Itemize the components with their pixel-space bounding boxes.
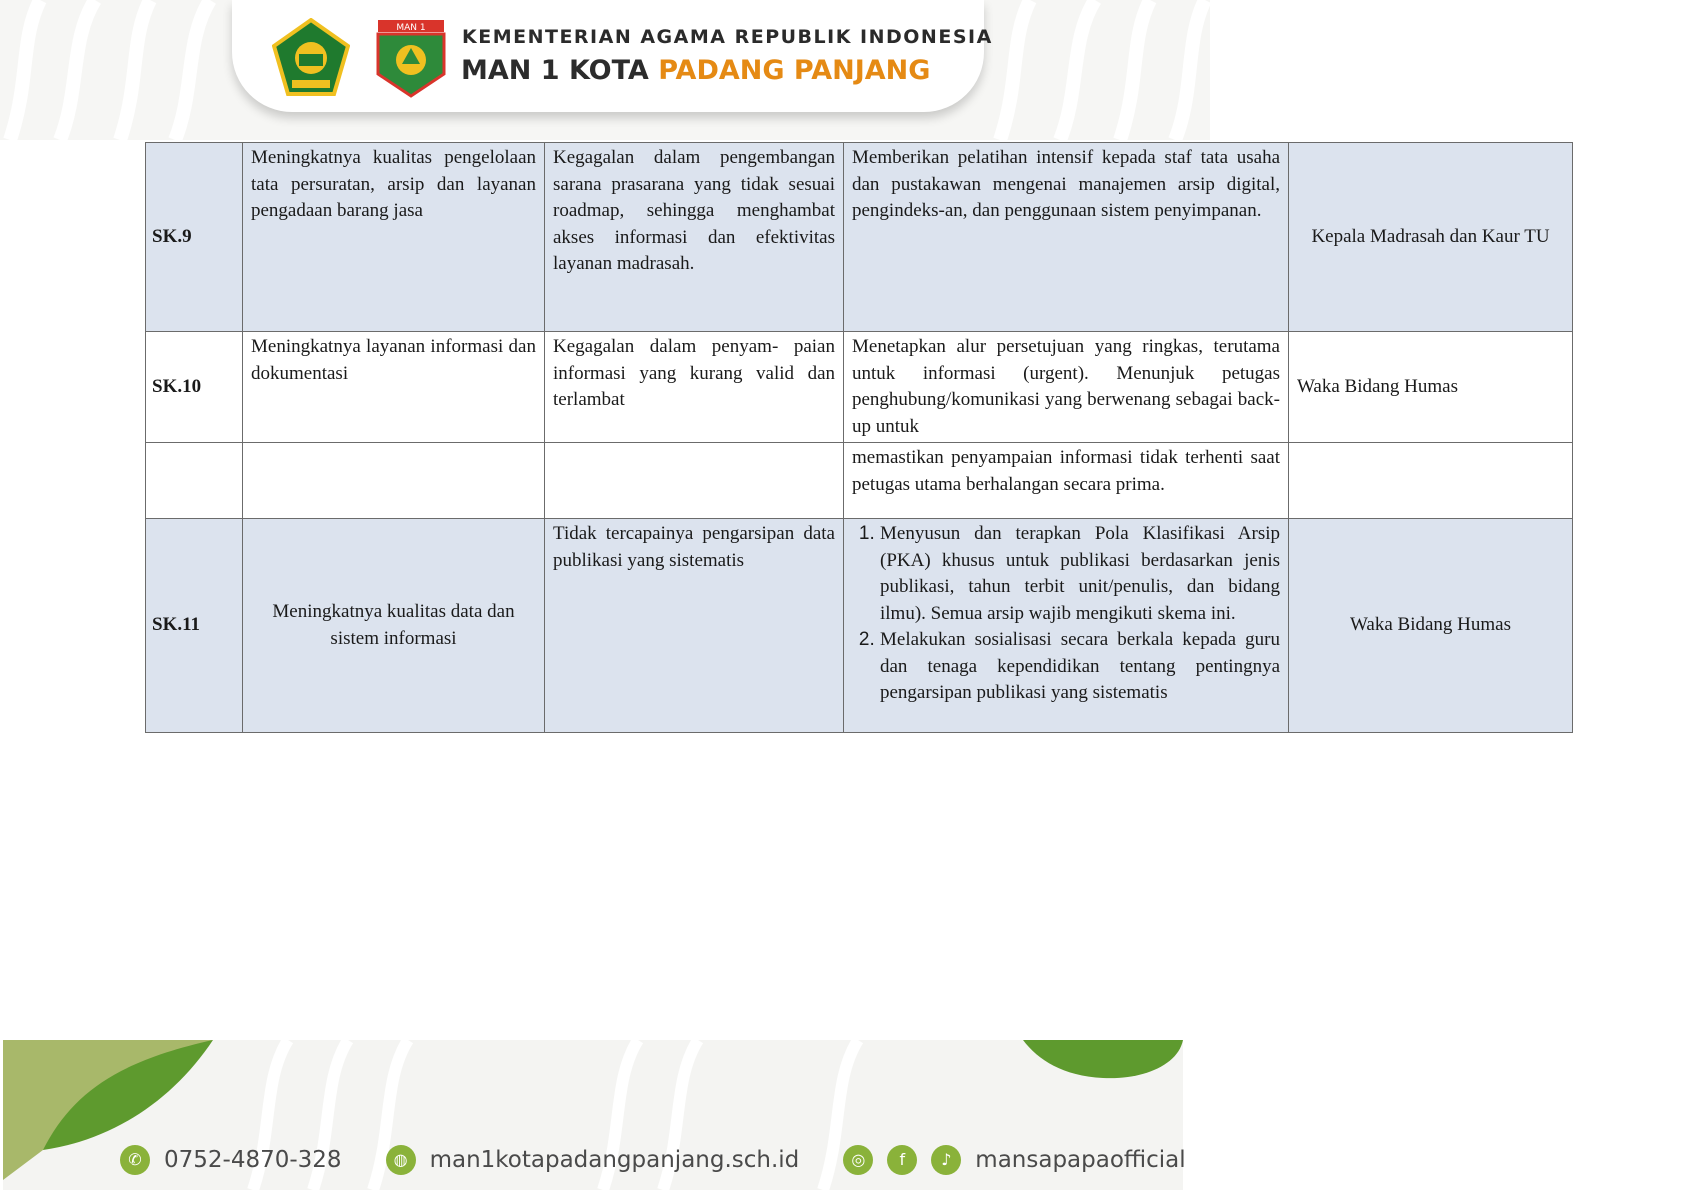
phone-icon: ✆: [120, 1145, 150, 1175]
row-code: [146, 443, 243, 519]
row-goal: Meningkatnya layanan informasi dan dokumentasi: [243, 332, 545, 443]
footer-phone[interactable]: 0752-4870-328: [164, 1147, 342, 1173]
globe-icon: ◍: [386, 1145, 416, 1175]
ministry-emblem-icon: [272, 18, 350, 98]
tiktok-icon[interactable]: ♪: [931, 1145, 961, 1175]
letterhead: [232, 0, 993, 112]
mitigation-step: 1. Menyusun dan terapkan Pola Klasifikasi Arsip (PKA) khusus untuk publikasi berdasarkan jenis publikasi, tahun terbit unit/penulis, dan bidang ilmu). Semua arsip wajib mengikuti skema ini.: [880, 521, 1280, 627]
row-mitigation: Menetapkan alur persetujuan yang ringkas, terutama untuk informasi (urgent). Menunjuk petugas penghubung/komunikasi yang berwenang sebagai back-up untuk: [844, 332, 1289, 443]
table-row: [146, 443, 1573, 519]
mitigation-step: 2. Melakukan sosialisasi secara berkala kepada guru dan tenaga kependidikan tentang pentingnya pengarsipan publikasi yang sistematis: [880, 627, 1280, 707]
mitigation-steps: [844, 521, 1280, 707]
table-row: [146, 519, 1573, 733]
row-mitigation: Memberikan pelatihan intensif kepada staf tata usaha dan pustakawan mengenai manajemen arsip digital, pengindeks-an, dan penggunaan sistem penyimpanan.: [844, 143, 1289, 332]
row-mitigation: [844, 519, 1289, 733]
row-goal: Meningkatnya kualitas pengelolaan tata persuratan, arsip dan layanan pengadaan barang jasa: [243, 143, 545, 332]
leaf-right-icon: [1023, 1040, 1183, 1078]
row-goal: [243, 443, 545, 519]
row-code: SK.9: [146, 143, 243, 332]
facebook-icon[interactable]: f: [887, 1145, 917, 1175]
school-emblem-label: MAN 1: [396, 23, 426, 33]
row-owner: [1289, 443, 1573, 519]
row-owner: Waka Bidang Humas: [1289, 332, 1573, 443]
row-risk: Kegagalan dalam penyam- paian informasi yang kurang valid dan terlambat: [545, 332, 844, 443]
footer-website[interactable]: man1kotapadangpanjang.sch.id: [429, 1147, 800, 1173]
footer-contacts: [120, 1140, 1186, 1180]
risk-table: [145, 142, 1573, 733]
row-owner: Waka Bidang Humas: [1289, 519, 1573, 733]
footer-social[interactable]: mansapapaofficial: [975, 1147, 1186, 1173]
table-row: [146, 332, 1573, 443]
row-mitigation: memastikan penyampaian informasi tidak terhenti saat petugas utama berhalangan secara prima.: [844, 443, 1289, 519]
ministry-name: KEMENTERIAN AGAMA REPUBLIK INDONESIA: [462, 26, 993, 48]
row-owner: Kepala Madrasah dan Kaur TU: [1289, 143, 1573, 332]
row-risk: [545, 443, 844, 519]
row-code: SK.10: [146, 332, 243, 443]
school-name-main: MAN 1 KOTA: [461, 55, 659, 86]
table-row: [146, 143, 1573, 332]
row-risk: Kegagalan dalam pengembangan sarana prasarana yang tidak sesuai roadmap, sehingga menghambat akses informasi dan efektivitas layanan madrasah.: [545, 143, 844, 332]
row-goal: Meningkatnya kualitas data dan sistem informasi: [243, 519, 545, 733]
school-name: [461, 55, 930, 86]
row-code: SK.11: [146, 519, 243, 733]
instagram-icon[interactable]: ◎: [843, 1145, 873, 1175]
school-emblem-icon: [372, 18, 450, 98]
row-risk: Tidak tercapainya pengarsipan data publikasi yang sistematis: [545, 519, 844, 733]
school-name-accent: PADANG PANJANG: [658, 55, 931, 86]
